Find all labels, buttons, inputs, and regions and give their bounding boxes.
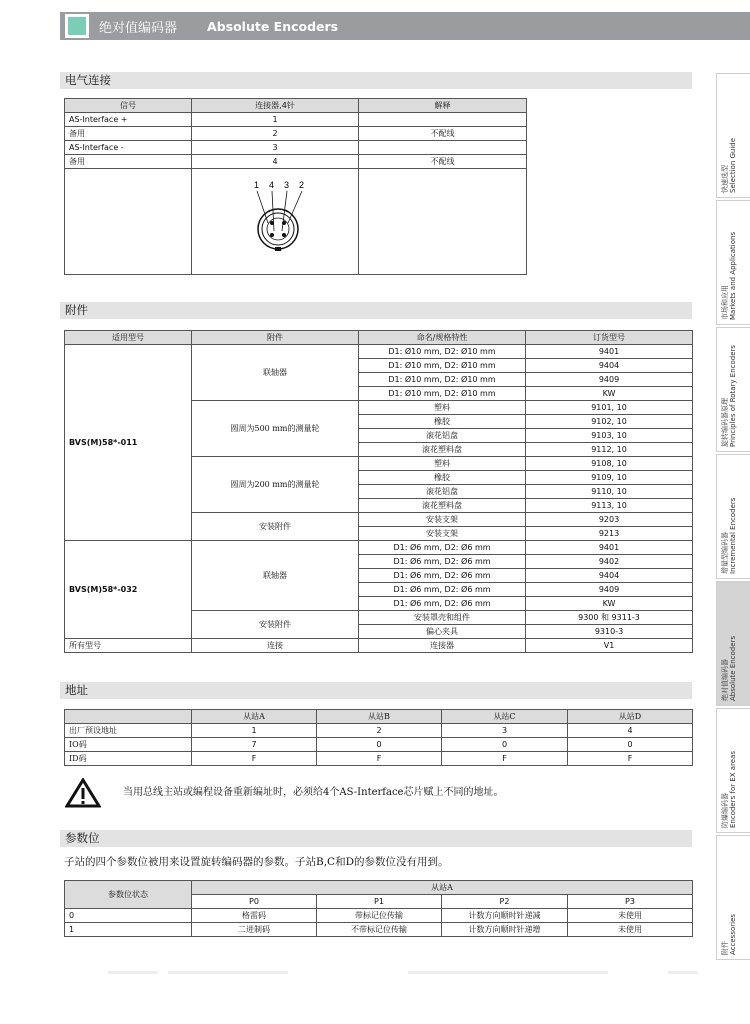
table-row: [65, 169, 527, 275]
table-cell: 滚花塑料盘: [359, 443, 526, 457]
table-cell: 橡胶: [359, 415, 526, 429]
table-row: [65, 881, 693, 895]
table-cell: 9103, 10: [526, 429, 693, 443]
table-cell: 从站C: [442, 710, 568, 724]
connector-diagram-cell: [192, 169, 359, 275]
table-cell: P0: [192, 895, 317, 909]
tab-label: [721, 636, 737, 701]
table-cell: 不配线: [359, 127, 527, 141]
section-address: 地址: [60, 682, 692, 699]
table-cell: 9404: [526, 359, 693, 373]
table-cell: 2: [317, 724, 442, 738]
table-cell: 附件: [192, 331, 359, 345]
tab-label: 快速选型: [721, 165, 729, 193]
tab-accessories[interactable]: [716, 835, 750, 960]
table-cell: [359, 113, 527, 127]
table-cell: 从站A: [192, 881, 693, 895]
section-electrical: 电气连接: [60, 72, 692, 89]
table-cell: [65, 169, 192, 275]
tab-ex-areas[interactable]: [716, 708, 750, 833]
table-cell: F: [568, 752, 693, 766]
electrical-table: [64, 98, 527, 275]
table-cell: 9402: [526, 555, 693, 569]
table-cell: 备用: [65, 155, 192, 169]
param-intro: 子站的四个参数位被用来设置旋转编码器的参数。子站B,C和D的参数位没有用到。: [64, 856, 449, 868]
table-cell: 9109, 10: [526, 471, 693, 485]
svg-text:2: 2: [299, 180, 305, 190]
tab-label: 防爆编码器: [721, 793, 729, 828]
table-cell: 0: [65, 909, 192, 923]
tab-incremental[interactable]: [716, 454, 750, 579]
tab-label: Principles of Rotary Encoders: [729, 344, 737, 447]
table-cell: 橡胶: [359, 471, 526, 485]
th-explanation: 解释: [359, 99, 527, 113]
model-b: BVS(M)58*-032: [65, 541, 192, 639]
table-cell: 联轴器: [192, 345, 359, 401]
tab-selection-guide[interactable]: [716, 73, 750, 198]
tab-label: [721, 345, 737, 447]
table-cell: 9310-3: [526, 625, 693, 639]
table-cell: 塑料: [359, 401, 526, 415]
table-cell: 0: [442, 738, 568, 752]
th-signal: 信号: [65, 99, 192, 113]
tab-label: [721, 914, 737, 955]
table-row: [65, 710, 693, 724]
table-cell: 4: [192, 155, 359, 169]
table-cell: 9112, 10: [526, 443, 693, 457]
faint-footer: [108, 968, 708, 978]
tab-label: Markets and Applications: [729, 231, 737, 320]
table-cell: D1: Ø10 mm, D2: Ø10 mm: [359, 345, 526, 359]
warning-text: 当用总线主站或编程设备重新编址时，必须给4个AS-Interface芯片赋上不同的地址。: [123, 787, 504, 798]
table-cell: 不带标记位传输: [317, 923, 442, 937]
table-cell: 安装附件: [192, 513, 359, 541]
table-row: [65, 345, 693, 359]
table-cell: 滚花铝盘: [359, 429, 526, 443]
table-row: [65, 724, 693, 738]
tab-label: 附件: [721, 941, 729, 955]
table-cell: 9300 和 9311-3: [526, 611, 693, 625]
tab-label: Accessories: [729, 913, 737, 955]
tab-label: [721, 138, 737, 193]
table-cell: [65, 710, 192, 724]
header-square-icon: [65, 14, 89, 38]
table-row: [65, 738, 693, 752]
tab-label: [721, 498, 737, 574]
table-cell: KW: [526, 387, 693, 401]
table-cell: P1: [317, 895, 442, 909]
tab-absolute[interactable]: [716, 581, 750, 706]
table-cell: 9113, 10: [526, 499, 693, 513]
table-cell: 圆周为200 mm的测量轮: [192, 457, 359, 513]
table-cell: D1: Ø6 mm, D2: Ø6 mm: [359, 597, 526, 611]
table-cell: 命名/规格特性: [359, 331, 526, 345]
tab-label: [721, 232, 737, 320]
warning-triangle-icon: [65, 778, 101, 808]
table-row: [65, 99, 527, 113]
table-cell: 9404: [526, 569, 693, 583]
table-cell: 安装支架: [359, 527, 526, 541]
table-cell: 3: [192, 141, 359, 155]
table-row: [65, 127, 527, 141]
page-header: [60, 12, 750, 40]
table-cell: 1: [192, 724, 317, 738]
table-cell: 从站D: [568, 710, 693, 724]
table-cell: 二进制码: [192, 923, 317, 937]
table-cell: P2: [442, 895, 568, 909]
table-cell: 0: [317, 738, 442, 752]
table-row: [65, 639, 693, 653]
table-cell: IO码: [65, 738, 192, 752]
table-cell: P3: [568, 895, 693, 909]
table-cell: 3: [442, 724, 568, 738]
table-cell: 1: [192, 113, 359, 127]
tab-label: Encoders for EX areas: [729, 750, 737, 828]
tab-label: Incremental Encoders: [729, 497, 737, 574]
table-cell: 9213: [526, 527, 693, 541]
tab-label: 增量型编码器: [721, 532, 729, 574]
model-a: BVS(M)58*-011: [65, 345, 192, 541]
header-title-en: Absolute Encoders: [207, 18, 339, 34]
table-cell: D1: Ø6 mm, D2: Ø6 mm: [359, 555, 526, 569]
table-cell: F: [192, 752, 317, 766]
table-cell: 出厂预设地址: [65, 724, 192, 738]
table-cell: ID码: [65, 752, 192, 766]
table-row: [65, 541, 693, 555]
table-cell: 从站B: [317, 710, 442, 724]
table-cell: 格雷码: [192, 909, 317, 923]
table-row: [65, 113, 527, 127]
table-cell: 连接器: [359, 639, 526, 653]
table-cell: 安装附件: [192, 611, 359, 639]
table-cell: F: [442, 752, 568, 766]
table-cell: AS-Interface -: [65, 141, 192, 155]
table-cell: 安装罩壳和组件: [359, 611, 526, 625]
table-cell: 适用型号: [65, 331, 192, 345]
table-cell: 计数方向顺时针递增: [442, 923, 568, 937]
tab-label: Absolute Encoders: [729, 635, 737, 701]
svg-text:1: 1: [254, 180, 260, 190]
table-cell: 1: [65, 923, 192, 937]
table-row: [65, 923, 693, 937]
table-cell: F: [317, 752, 442, 766]
table-cell: 不配线: [359, 155, 527, 169]
table-cell: 9101, 10: [526, 401, 693, 415]
table-cell: 安装支架: [359, 513, 526, 527]
table-cell: 计数方向顺时针递减: [442, 909, 568, 923]
table-cell: [359, 169, 527, 275]
tab-label: Selection Guide: [729, 137, 737, 193]
table-cell: D1: Ø10 mm, D2: Ø10 mm: [359, 359, 526, 373]
tab-label: [721, 751, 737, 828]
table-cell: 滚花铝盘: [359, 485, 526, 499]
svg-text:3: 3: [284, 180, 290, 190]
table-cell: 9110, 10: [526, 485, 693, 499]
section-accessories: 附件: [60, 302, 692, 319]
table-cell: 参数位状态: [65, 881, 192, 909]
table-cell: 滚花塑料盘: [359, 499, 526, 513]
table-cell: D1: Ø6 mm, D2: Ø6 mm: [359, 569, 526, 583]
table-cell: AS-Interface +: [65, 113, 192, 127]
table-cell: 所有型号: [65, 639, 192, 653]
table-cell: [359, 141, 527, 155]
table-cell: 9409: [526, 373, 693, 387]
table-cell: 9203: [526, 513, 693, 527]
accessories-table: [64, 330, 693, 653]
tab-principles[interactable]: [716, 327, 750, 452]
table-cell: 未使用: [568, 923, 693, 937]
table-cell: 备用: [65, 127, 192, 141]
table-cell: 7: [192, 738, 317, 752]
table-cell: 9108, 10: [526, 457, 693, 471]
address-table: [64, 709, 693, 766]
table-row: [65, 909, 693, 923]
table-row: [65, 155, 527, 169]
table-cell: 联轴器: [192, 541, 359, 611]
table-cell: KW: [526, 597, 693, 611]
tab-label: 旋转编码器原理: [721, 398, 729, 447]
tab-markets[interactable]: [716, 200, 750, 325]
table-row: [65, 331, 693, 345]
header-title-cn: 绝对值编码器: [99, 20, 178, 36]
table-cell: D1: Ø6 mm, D2: Ø6 mm: [359, 583, 526, 597]
table-cell: 9401: [526, 345, 693, 359]
connector-pin-icon: [196, 171, 356, 271]
table-row: [65, 141, 527, 155]
table-cell: 圆周为500 mm的测量轮: [192, 401, 359, 457]
table-cell: 9102, 10: [526, 415, 693, 429]
table-cell: 带标记位传输: [317, 909, 442, 923]
svg-text:4: 4: [269, 180, 275, 190]
tab-label: 绝对值编码器: [721, 659, 729, 701]
table-row: [65, 752, 693, 766]
table-cell: 偏心夹具: [359, 625, 526, 639]
table-cell: 塑料: [359, 457, 526, 471]
table-cell: 4: [568, 724, 693, 738]
table-cell: 未使用: [568, 909, 693, 923]
table-cell: D1: Ø6 mm, D2: Ø6 mm: [359, 541, 526, 555]
table-cell: D1: Ø10 mm, D2: Ø10 mm: [359, 373, 526, 387]
table-cell: 0: [568, 738, 693, 752]
tab-label: 市场和应用: [721, 285, 729, 320]
table-cell: 2: [192, 127, 359, 141]
table-cell: 9401: [526, 541, 693, 555]
table-cell: 9409: [526, 583, 693, 597]
table-cell: 订货型号: [526, 331, 693, 345]
table-cell: V1: [526, 639, 693, 653]
section-parameters: 参数位: [60, 830, 692, 847]
table-cell: 从站A: [192, 710, 317, 724]
th-connector: 连接器,4针: [192, 99, 359, 113]
table-cell: 连接: [192, 639, 359, 653]
table-cell: D1: Ø10 mm, D2: Ø10 mm: [359, 387, 526, 401]
parameter-table: [64, 880, 693, 937]
warning-note: [65, 778, 685, 808]
